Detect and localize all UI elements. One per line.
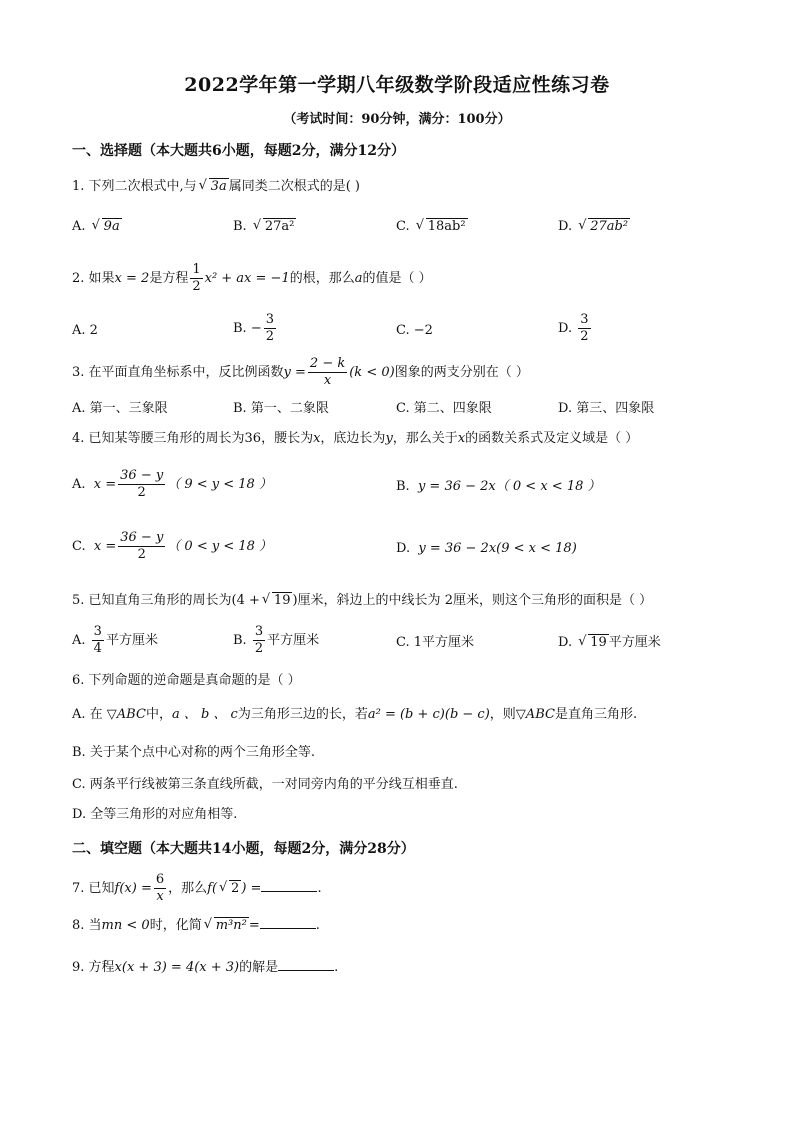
q2-option-c: C. −2 — [396, 323, 433, 338]
q4-option-d: D. y = 36 − 2x(9 < x < 18) — [396, 541, 577, 556]
q6-option-b: B. 关于某个点中心对称的两个三角形全等. — [72, 745, 315, 760]
question-6: 6. 下列命题的逆命题是真命题的是（ ） — [72, 673, 301, 688]
question-7: 7. 已知f(x) = $\frac{6}{x}$ ，那么f(√ 2 ) = . — [72, 872, 322, 905]
q4-option-c: C. x = $\frac{36 - y}{2}$ （ 0 < y < 18 ） — [72, 530, 273, 562]
question-4: 4. 已知某等腰三角形的周长为36，腰长为x，底边长为y，那么关于x的函数关系式及定义域是（ ） — [72, 431, 639, 446]
question-1 — [72, 178, 360, 196]
question-5: 5. 已知直角三角形的周长为(4 +√ 19 )厘米，斜边上的中线长为 2厘米，则这个三角形的面积是（ ） — [72, 592, 652, 610]
fraction: $\frac{1}{2}$ — [192, 262, 201, 294]
q1-option-b: B. √ 27a² — [233, 218, 296, 236]
q2-option-a: A. 2 — [72, 323, 98, 338]
q1-option-a: A. √ 9a — [72, 218, 122, 236]
q1-option-d: D. √ 27ab² — [558, 218, 630, 236]
q3-option-a: A. 第一、三象限 — [72, 401, 168, 416]
q3-option-d: D. 第三、四象限 — [558, 401, 655, 416]
q5-option-d: D. √ 19 平方厘米 — [558, 634, 661, 652]
q6-option-c: C. 两条平行线被第三条直线所截，一对同旁内角的平分线互相垂直. — [72, 777, 458, 792]
q3-option-b: B. 第一、二象限 — [233, 401, 329, 416]
q2-option-b: B. − $\frac{3}{2}$ — [233, 312, 275, 344]
page-title: 2022学年第一学期八年级数学阶段适应性练习卷 — [184, 74, 610, 96]
q4-option-b: B. y = 36 − 2x（ 0 < x < 18 ） — [396, 479, 601, 494]
q6-option-a: A. 在 ▽ABC中，a 、 b 、 c为三角形三边的长，若a² = (b + c)(b − c)，则▽ABC是直角三角形. — [72, 707, 638, 722]
answer-blank[interactable] — [278, 958, 334, 971]
q1-option-c: C. √ 18ab² — [396, 218, 468, 236]
section-heading-fill: 二、填空题（本大题共14小题，每题2分，满分28分） — [72, 841, 415, 857]
answer-blank[interactable] — [260, 916, 316, 929]
q1-text-end: 属同类二次根式的是( ) — [228, 179, 360, 194]
q2-option-d: D. $\frac{3}{2}$ — [558, 312, 589, 344]
q4-option-a: A. x = $\frac{36 - y}{2}$ （ 9 < y < 18 ） — [72, 468, 272, 500]
question-8: 8. 当mn < 0时，化简√ m³n² = . — [72, 916, 320, 935]
sqrt-symbol: √ 3a — [199, 178, 229, 196]
q3-option-c: C. 第二、四象限 — [396, 401, 492, 416]
q5-option-a: A. $\frac{3}{4}$ 平方厘米 — [72, 624, 158, 656]
answer-blank[interactable] — [261, 879, 317, 892]
question-9: 9. 方程x(x + 3) = 4(x + 3)的解是 . — [72, 960, 339, 975]
q1-text: 1. 下列二次根式中,与 — [72, 179, 197, 194]
q5-option-c: C. 1平方厘米 — [396, 635, 475, 650]
question-2: 2. 如果x = 2是方程 $\frac{1}{2}$ x² + ax = −1的根，那么a的值是（ ） — [72, 262, 432, 294]
q6-option-d: D. 全等三角形的对应角相等. — [72, 807, 238, 822]
section-heading-choice: 一、选择题（本大题共6小题，每题2分，满分12分） — [72, 143, 405, 159]
exam-info: （考试时间：90分钟，满分：100分） — [283, 112, 511, 127]
question-3: 3. 在平面直角坐标系中，反比例函数y = $\frac{2 - k}{x}$ (k < 0)图象的两支分别在（ ） — [72, 356, 529, 388]
q5-option-b: B. $\frac{3}{2}$ 平方厘米 — [233, 624, 320, 656]
